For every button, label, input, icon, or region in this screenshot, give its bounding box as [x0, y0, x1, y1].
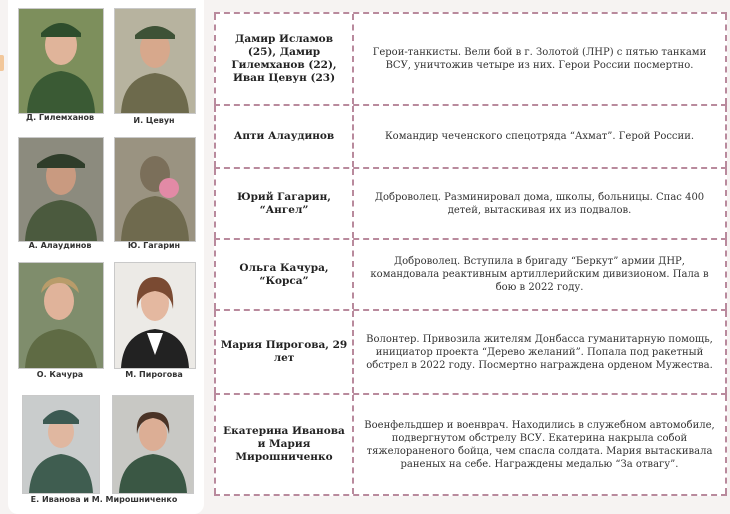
portrait-miroshnichenko: [112, 395, 194, 494]
hero-description: Волонтер. Привозила жителям Донбасса гуманитарную помощь, инициатор проекта “Дерево желаний”. Попала под ракетный обстрел в 2022 году. Посмертно награждена орденом Мужества.: [354, 311, 727, 393]
caption: О. Качура: [36, 370, 84, 379]
hero-description: Доброволец. Разминировал дома, школы, больницы. Спас 400 детей, вытаскивая их из подвалов.: [354, 169, 727, 238]
caption: А. Алаудинов: [28, 241, 92, 250]
caption: Ю. Гагарин: [127, 241, 181, 250]
portrait-kachura: [18, 262, 104, 369]
portrait-pirogova: [114, 262, 196, 369]
hero-name: Апти Алаудинов: [214, 106, 354, 167]
caption: И. Цевун: [133, 116, 175, 125]
side-accent-tab: [0, 55, 4, 71]
hero-name: Екатерина Иванова и Мария Мирошниченко: [214, 395, 354, 494]
hero-name: Мария Пирогова, 29 лет: [214, 311, 354, 393]
portrait-alaudinov: [18, 137, 104, 242]
table-row: [214, 104, 727, 167]
table-row: [214, 12, 727, 104]
hero-description: Военфельдшер и военврач. Находились в служебном автомобиле, подвергнутом обстрелу ВСУ. Екатерина накрыла собой тяжелораненого бойца, чем спасла солдата. Мария вытаскивала раненых на себе. Награждены медалью “За отвагу”.: [354, 395, 727, 494]
portrait-gilemkhanov: [18, 8, 104, 114]
heroes-table: [214, 0, 727, 496]
hero-name: Дамир Исламов (25), Дамир Гилемханов (22), Иван Цевун (23): [214, 14, 354, 104]
portrait-gagarin: [114, 137, 196, 242]
table-row: [214, 238, 727, 309]
caption: М. Пирогова: [125, 370, 183, 379]
hero-name: Ольга Качура, “Корса”: [214, 240, 354, 309]
table-row: [214, 167, 727, 238]
hero-name: Юрий Гагарин, “Ангел”: [214, 169, 354, 238]
hero-description: Командир чеченского спецотряда “Ахмат”. Герой России.: [354, 106, 727, 167]
table-row: [214, 393, 727, 496]
table-row: [214, 309, 727, 393]
hero-description: Доброволец. Вступила в бригаду “Беркут” армии ДНР, командовала реактивным артиллерийским дивизионом. Пала в бою в 2022 году.: [354, 240, 727, 309]
caption: Е. Иванова и М. Мирошниченко: [30, 495, 178, 504]
portrait-tsevun: [114, 8, 196, 114]
portrait-ivanova: [22, 395, 100, 494]
caption: Д. Гилемханов: [25, 113, 95, 122]
portrait-panel: [8, 0, 204, 514]
hero-description: Герои-танкисты. Вели бой в г. Золотой (ЛНР) с пятью танками ВСУ, уничтожив четыре из них. Герои России посмертно.: [354, 14, 727, 104]
